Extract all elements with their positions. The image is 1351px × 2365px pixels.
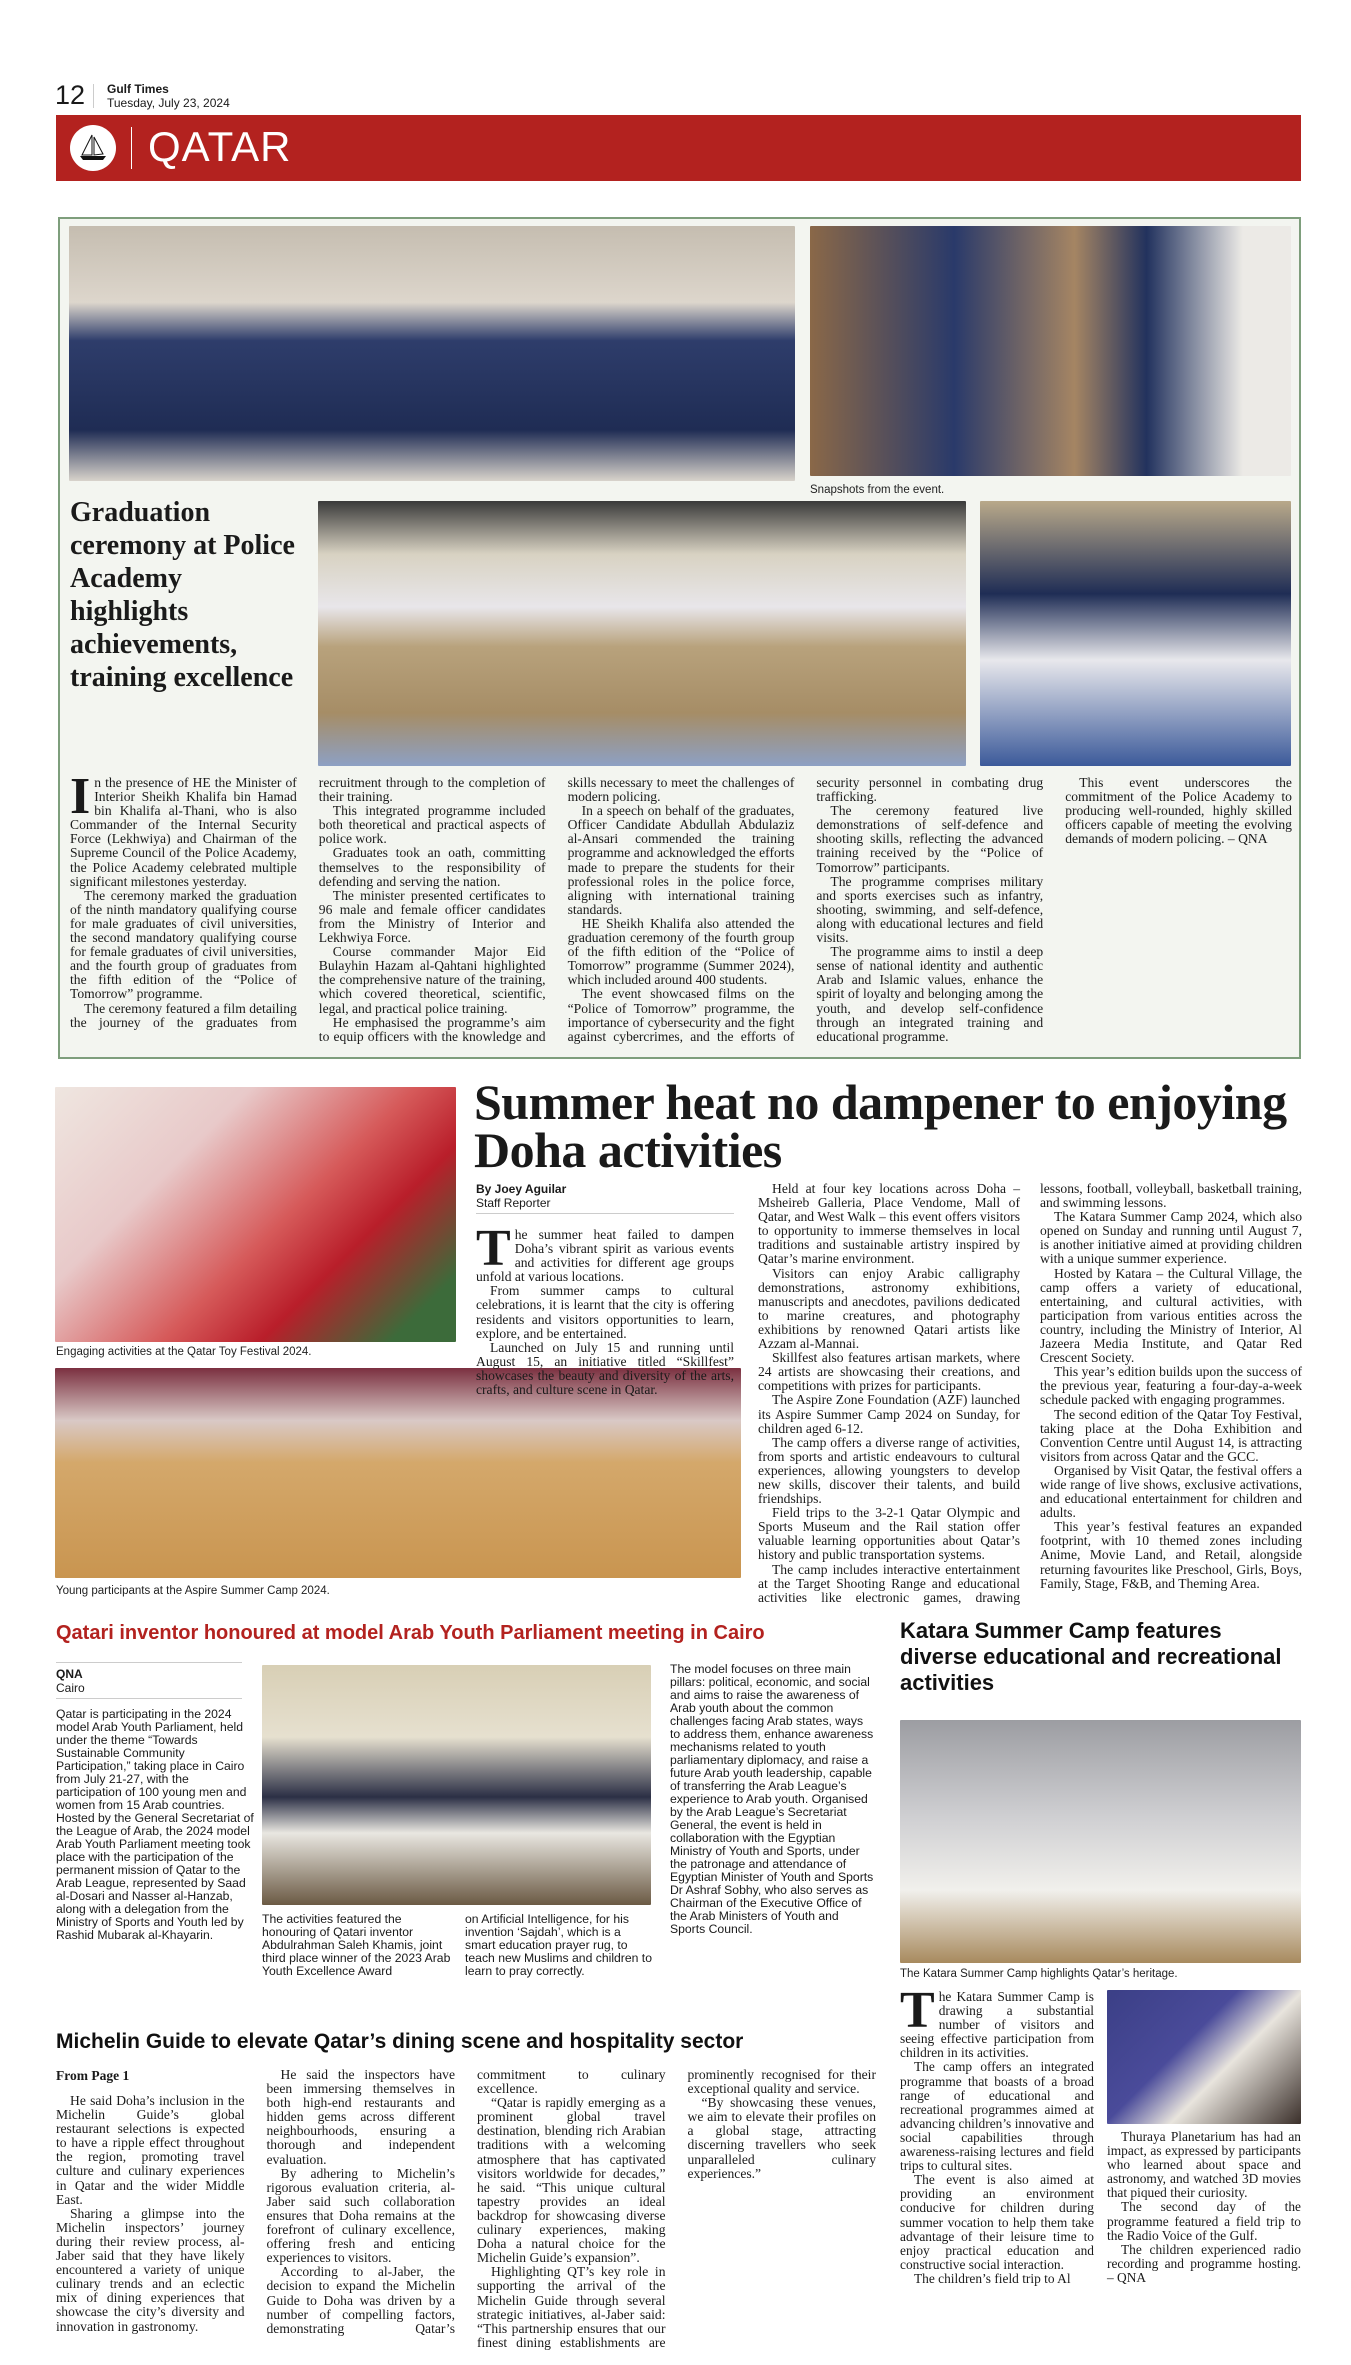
- paragraph: The camp offers an integrated programme that boasts of a broad range of educational and recreational programmes aimed at advancing children’s innovative and social capabilities through awareness-raising lectures and field trips to cultural sites.: [900, 2059, 1094, 2174]
- issue-date: Tuesday, July 23, 2024: [107, 96, 230, 110]
- paragraph: The second edition of the Qatar Toy Festival, taking place at the Doha Exhibition and Convention Centre until August 14, is attracting visitors from across Qatar and the GCC.: [1040, 1406, 1302, 1464]
- katara-body-col1: [900, 1982, 1094, 2286]
- paragraph: According to al-Jaber, the decision to expand the Michelin Guide to Doha was driven by a number of compelling factors, demonstrating Qatar’s commitment to culinary excellence.: [266, 2067, 666, 2336]
- paragraph: The camp includes interactive entertainment at the Target Shooting Range and educational activities like electronic games, drawing lessons, football, volleyball, basketball training, and swimming lessons.: [758, 1181, 1302, 1605]
- banner-divider: [131, 127, 132, 169]
- byline-role: Staff Reporter: [476, 1196, 551, 1210]
- paragraph: The camp offers a diverse range of activities, from sports and artistic endeavours to cultural experiences, allowing youngsters to develop new skills, discover their talents, and build friendships.: [758, 1434, 1020, 1507]
- police-body: [70, 768, 1292, 1052]
- paragraph: Field trips to the 3-2-1 Qatar Olympic and Sports Museum and the Rail station offer valuable learning opportunities about Qatar’s history and public transportation systems.: [758, 1505, 1020, 1563]
- paragraph: The summer heat failed to dampen Doha’s vibrant spirit as various events and activities for different age groups unfold at various locations.: [476, 1220, 734, 1285]
- katara-body-col2: [1107, 2130, 1301, 2285]
- inventor-rule-bottom: [56, 1698, 242, 1699]
- paragraph: The second day of the programme featured a field trip to the Radio Voice of the Gulf.: [1107, 2199, 1301, 2243]
- page-number: 12: [55, 80, 86, 110]
- paragraph: In a speech on behalf of the graduates, Officer Candidate Abdullah Abdulaziz al-Ansari commended the training programme and acknowledged the efforts made to prepare the students for their professional roles in the police force, aligning with international training standards.: [567, 803, 795, 917]
- paragraph: This integrated programme included both theoretical and practical aspects of police work.: [318, 803, 546, 847]
- officials-photo: [980, 501, 1291, 766]
- salute-photo: [810, 226, 1291, 476]
- paragraph: The minister presented certificates to 96 male and female officer candidates from the Ministry of Interior and Lekhwiya Force.: [318, 887, 546, 946]
- police-photo-caption: Snapshots from the event.: [810, 484, 945, 496]
- paragraph: This year’s edition builds upon the success of the previous year, featuring a four-day-a-week schedule packed with engaging programmes.: [1040, 1364, 1302, 1408]
- paragraph: The event showcased films on the “Police of Tomorrow” programme, the importance of cybersecurity and the fight against cybercrimes, and the efforts of security personnel in combating drug trafficking.: [567, 775, 1044, 1044]
- paragraph: He said the inspectors have been immersing themselves in both high-end restaurants and hidden gems across different neighbourhoods, ensuring a thorough and independent evaluation.: [266, 2067, 455, 2167]
- paragraph: This event underscores the commitment of the Police Academy to producing well-rounded, highly skilled officers capable of meeting the evolving demands of modern policing. – QNA: [1065, 775, 1292, 847]
- michelin-headline: Michelin Guide to elevate Qatar’s dining scene and hospitality sector: [56, 2030, 744, 2053]
- toy-festival-caption: Engaging activities at the Qatar Toy Festival 2024.: [56, 1346, 312, 1358]
- paragraph: The event is also aimed at providing an environment conducive for children during summer vocation to help them take advantage of their leisure time to enjoy practical education and constructive social interaction.: [900, 2172, 1094, 2272]
- inventor-left-text: Qatar is participating in the 2024 model Arab Youth Parliament, held under the theme “Towards Sustainable Community Participation,” taking place in Cairo from July 21-27, with the participation of 100 young men and women from 15 Arab countries. Hosted by the General Secretariat of the League of Arab, the 2024 model Arab Youth Parliament meeting took place with the participation of the permanent mission of Qatar to the Arab League, represented by Saad al-Dosari and Nasser al-Hanzab, along with a delegation from the Ministry of Sports and Youth led by Rashid Mubarak al-Khayarin.: [56, 1707, 254, 1942]
- paragraph: Hosted by Katara – the Cultural Village, the camp offers a variety of educational, entertaining, and cultural activities, with participation from various entities across the country, including the Ministry of Interior, Al Jazeera Media Institute, and Qatar Red Crescent Society.: [1040, 1265, 1302, 1366]
- paragraph: Visitors can enjoy Arabic calligraphy demonstrations, astronomy exhibitions, manuscripts and anecdotes, pavilions dedicated to marine creatures, and photography exhibitions by renowned Qatari artists like Azzam al-Mannai.: [758, 1265, 1020, 1352]
- paragraph: This year’s festival features an expanded footprint, with 10 themed zones including Anime, Movie Land, and Retail, alongside returning favourites like Preschool, Girls, Boys, Family, Stage, F&B, and Theming Area.: [1040, 1519, 1302, 1591]
- inventor-headline: Qatari inventor honoured at model Arab Youth Parliament meeting in Cairo: [56, 1622, 765, 1644]
- paragraph: The programme aims to instil a deep sense of national identity and authentic Arab and Islamic values, enhance the spirit of loyalty and belonging among the youth, and develop self-confidence through an integrated training and educational programme.: [816, 944, 1044, 1044]
- inventor-award-photo: [262, 1665, 651, 1905]
- paragraph: Held at four key locations across Doha – Msheireb Galleria, Place Vendome, Mall of Qatar, and West Walk – this event offers visitors to opportunity to immerse themselves in local traditions and sustainable artistry inspired by Qatar’s marine environment.: [758, 1181, 1020, 1267]
- paragraph: Graduates took an oath, committing themselves to the responsibility of defending and serving the nation.: [318, 845, 546, 889]
- section-banner: [56, 115, 1301, 181]
- summer-body-rest: [476, 1182, 1302, 1606]
- divider: [93, 84, 94, 108]
- column-spacer: [476, 1182, 738, 1606]
- paragraph: The children experienced radio recording and programme hosting. – QNA: [1107, 2241, 1301, 2285]
- aspire-camp-caption: Young participants at the Aspire Summer Camp 2024.: [56, 1585, 330, 1597]
- paragraph: HE Sheikh Khalifa also attended the graduation ceremony of the fourth group of the fifth edition of the “Police of Tomorrow” programme (Summer 2024), which included around 400 students.: [567, 915, 795, 988]
- paragraph: “By showcasing these venues, we aim to elevate their profiles on a global stage, attracting discerning travellers who seek unparalleled culinary experiences.”: [687, 2095, 876, 2181]
- paragraph: “Qatar is rapidly emerging as a prominent global travel destination, blending rich Arabian traditions with a welcoming atmosphere that has captivated visitors worldwide for decades,” he said. “This unique cultural tapestry provides an ideal backdrop for showcasing diverse culinary experiences, making Doha a natural choice for the Michelin Guide’s expansion”.: [477, 2095, 666, 2266]
- paragraph: He emphasised the programme’s aim to equip officers with the knowledge and skills necessary to meet the challenges of modern policing.: [318, 775, 795, 1044]
- paragraph: The ceremony featured a film detailing the journey of the graduates from recruitment through to the completion of their training.: [70, 775, 546, 1030]
- paragraph: The Katara Summer Camp 2024, which also opened on Sunday and running until August 7, is another initiative aimed at providing children with a unique summer experience.: [1040, 1209, 1302, 1267]
- paragraph: Organised by Visit Qatar, the festival offers a wide range of live shows, exclusive activations, and educational entertainment for children and adults.: [1040, 1462, 1302, 1521]
- column-spacer: [56, 2068, 245, 2094]
- paragraph: Sharing a glimpse into the Michelin inspectors’ journey during their review process, al-Jaber said that they have likely encountered a variety of unique culinary trends and an eclectic mix of dining experiences that showcase the city’s diversity and innovation in gastronomy.: [56, 2205, 245, 2334]
- paragraph: Launched on July 15 and running until August 15, an initiative titled “Skillfest” showcases the beauty and diversity of the arts, crafts, and culture scene in Qatar.: [476, 1339, 734, 1398]
- inventor-caption-col2: on Artificial Intelligence, for his invention ‘Sajdah’, which is a smart education prayer rug, to teach new Muslims and children to learn to pray correctly.: [465, 1912, 652, 1978]
- inventor-dateline: Cairo: [56, 1681, 85, 1695]
- planetarium-photo: [1107, 1990, 1301, 2124]
- paragraph: Thuraya Planetarium has had an impact, as expressed by participants who learned about space and astronomy, and watched 3D movies that piqued their curiosity.: [1107, 2129, 1301, 2201]
- paragraph: Skillfest also features artisan markets, where 24 artists are showcasing their creations, and competitions with prizes for participants.: [758, 1350, 1020, 1394]
- paragraph: The ceremony marked the graduation of the ninth mandatory qualifying course for male graduates of civil universities, the second mandatory qualifying course for female graduates of civil universities, and the fourth group of graduates from the fifth edition of the “Police of Tomorrow” programme.: [70, 887, 297, 1002]
- paragraph: The children’s field trip to Al: [914, 2270, 1071, 2286]
- paper-name: Gulf Times: [107, 82, 169, 96]
- paragraph: By adhering to Michelin’s rigorous evaluation criteria, al-Jaber said such collaboration ensures that Doha remains at the forefront of culinary excellence, offering fresh and enticing experiences to visitors.: [266, 2165, 455, 2266]
- byline: By Joey Aguilar: [476, 1182, 567, 1196]
- from-page-label: From Page 1: [56, 2068, 130, 2083]
- paragraph: The ceremony featured live demonstrations of self-defence and shooting skills, reflecting the advanced training received by the “Police of Tomorrow” participants.: [816, 803, 1044, 875]
- paragraph: The Aspire Zone Foundation (AZF) launched its Aspire Summer Camp 2024 on Sunday, for children aged 6-12.: [758, 1392, 1020, 1436]
- cadets-hall-photo: [318, 501, 966, 766]
- paragraph: The Katara Summer Camp is drawing a substantial number of visitors and seeing effective participation from children in its activities.: [900, 1982, 1094, 2061]
- paragraph: From summer camps to cultural celebrations, it is learnt that the city is offering residents and visitors opportunities to learn, explore, and be entertained.: [476, 1283, 734, 1341]
- michelin-body: [56, 2068, 876, 2360]
- toy-festival-photo: [55, 1087, 456, 1342]
- katara-headline: Katara Summer Camp features diverse educational and recreational activities: [900, 1618, 1282, 1695]
- inventor-right-text: The model focuses on three main pillars: political, economic, and social and aims to raise the awareness of Arab youth about the common challenges facing Arab states, ways to address them, enhance awareness mechanisms related to youth parliamentary diplomacy, and raise a future Arab youth leadership, capable of transferring the Arab League’s experience to Arab youth. Organised by the Arab League’s Secretariat General, the event is held in collaboration with the Egyptian Ministry of Youth and Sports, under the patronage and attendance of Egyptian Minister of Youth and Sports Dr Ashraf Sobhy, who also serves as Chairman of the Executive Office of the Arab Ministers of Youth and Sports Council.: [670, 1662, 874, 1936]
- katara-sword-dance-photo: [900, 1720, 1301, 1963]
- paragraph: The programme comprises military and sports exercises such as infantry, shooting, swimming, and self-defence, along with educational lectures and field visits.: [816, 873, 1044, 946]
- paragraph: Course commander Major Eid Bulayhin Hazam al-Qahtani highlighted the comprehensive nature of the training, which covered theoretical, scientific, legal, and practical police training.: [318, 944, 546, 1016]
- paragraph: He said Doha’s inclusion in the Michelin Guide’s global restaurant selections is expected to have a ripple effect throughout the region, promoting travel culture and culinary experiences in Qatar and the wider Middle East.: [56, 2093, 245, 2207]
- paragraph: In the presence of HE the Minister of Interior Sheikh Khalifa bin Hamad bin Khalifa al-Thani, who is also Commander of the Internal Security Force (Lekhwiya) and Chairman of the Supreme Council of the Police Academy, the Police Academy celebrated multiple significant milestones yesterday.: [70, 768, 297, 889]
- inventor-caption-col1: The activities featured the honouring of Qatari inventor Abdulrahman Saleh Khamis, joint third place winner of the 2023 Arab Youth Excellence Award: [262, 1912, 451, 1978]
- inventor-byline: QNA: [56, 1667, 83, 1681]
- inventor-rule-top: [56, 1662, 242, 1663]
- section-title: QATAR: [148, 123, 292, 170]
- police-headline: Graduation ceremony at Police Academy highlights achievements, training excellence: [70, 497, 295, 693]
- katara-photo-caption: The Katara Summer Camp highlights Qatar’s heritage.: [900, 1968, 1178, 1980]
- graduates-group-photo: [69, 226, 795, 481]
- paragraph: Highlighting QT’s key role in supporting the arrival of the Michelin Guide through several strategic initiatives, al-Jaber said: “This partnership ensures that our finest dining establishments are prominently recognised for their exceptional quality and service.: [477, 2067, 876, 2350]
- dhow-boat-icon: [70, 125, 116, 171]
- summer-headline: Summer heat no dampener to enjoying Doha activities: [474, 1074, 1287, 1178]
